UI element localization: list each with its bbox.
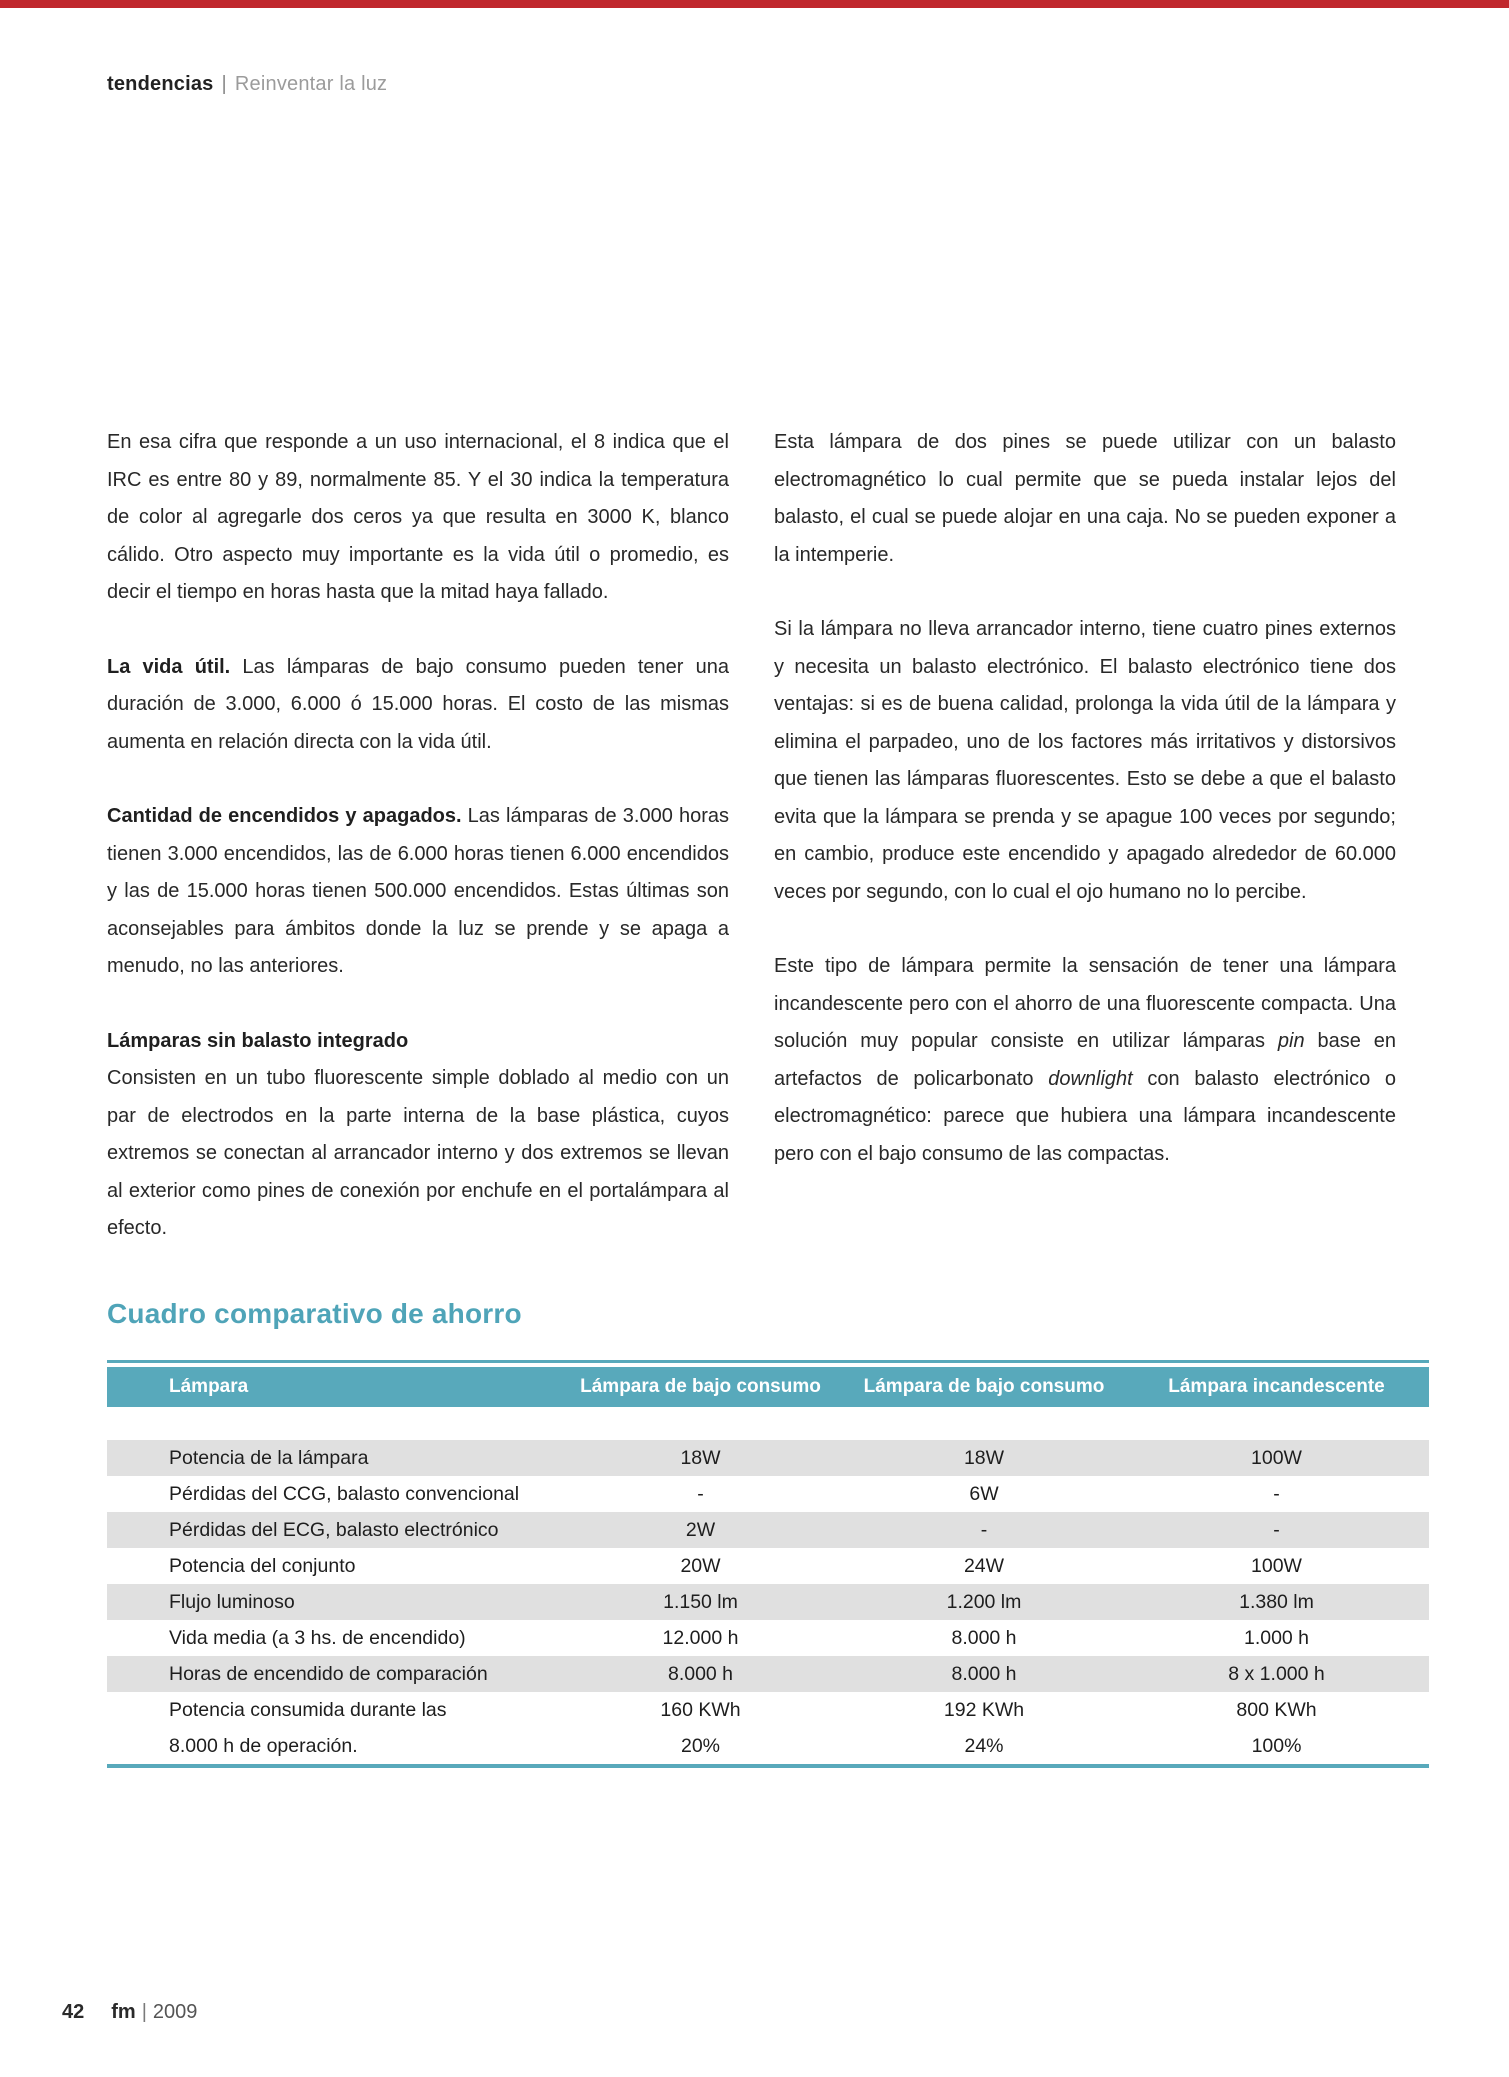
row-label: Vida media (a 3 hs. de encendido) [169,1626,466,1649]
paragraph-text: con balasto electrónico o electromagnético: parece que hubiera una lámpara incandescente pero con el bajo consumo de las compactas. [774,1067,1397,1165]
header-cell-bajo-consumo-1: Lámpara de bajo consumo [580,1376,821,1397]
top-red-bar [0,0,1509,8]
row-value: 1.380 lm [1239,1590,1314,1613]
paragraph-irc: En esa cifra que responde a un uso internacional, el 8 indica que el IRC es entre 80 y 89, normalmente 85. Y el 30 indica la temperatura de color al agregarle dos ceros ya que resulta en 3000 K, blanco cálido. Otro aspecto muy importante es la vida útil o promedio, es decir el tiempo en horas hasta que la mitad haya fallado. [107,431,729,603]
table-body [107,1440,1429,1764]
row-value: 20% [680,1734,721,1757]
header-cell-lampara: Lámpara [169,1376,249,1397]
header-cell-bajo-consumo-2: Lámpara de bajo consumo [863,1376,1105,1397]
table-title: Cuadro comparativo de ahorro [107,1298,522,1329]
row-value: 1.000 h [1243,1626,1310,1649]
paragraph-dos-pines: Esta lámpara de dos pines se puede utilizar con un balasto electromagnético lo cual permite que se pueda instalar lejos del balasto, el cual se puede alojar en una caja. No se pueden exponer a la intemperie. [774,431,1396,566]
section-label: tendencias [107,73,214,95]
header-cell-incandescente: Lámpara incandescente [1168,1376,1385,1397]
row-label: Flujo luminoso [169,1590,295,1613]
paragraph-cuatro-pines: Si la lámpara no lleva arrancador interno, tiene cuatro pines externos y necesita un balasto electrónico. El balasto electrónico tiene dos ventajas: si es de buena calidad, prolonga la vida útil de la lámpara y elimina el parpadeo, uno de los factores más irritativos y distorsivos que tienen las lámparas fluorescentes. Esto se debe a que el balasto evita que la lámpara se prenda y se apague 100 veces por segundo; en cambio, produce este encendido y apagado alrededor de 60.000 veces por segundo, con lo cual el ojo humano no lo percibe. [774,618,1396,903]
row-value: 1.200 lm [946,1590,1022,1613]
paragraph-lead: La vida útil. [107,655,231,678]
row-value: 24W [963,1554,1005,1577]
table-row [107,1440,1429,1476]
row-value: 20W [680,1554,721,1577]
paragraph-vida-util [107,649,729,762]
table-header-row [107,1367,1429,1407]
table-row [107,1512,1429,1548]
table-row [107,1656,1429,1692]
page-number: 42 [62,2001,85,2023]
row-label: Potencia de la lámpara [169,1446,369,1469]
row-label: Pérdidas del ECG, balasto electrónico [169,1518,499,1541]
row-value: 8.000 h [951,1626,1017,1649]
row-label: Horas de encendido de comparación [169,1662,488,1685]
table-row [107,1620,1429,1656]
table-row [107,1584,1429,1620]
paragraph-tubo-fluorescente: Consisten en un tubo fluorescente simple doblado al medio con un par de electrodos en la parte interna de la base plástica, cuyos extremos se conectan al arrancador interno y dos extremos se llevan al exterior como pines de conexión por enchufe en el portalámpara al efecto. [107,1067,729,1239]
table-row [107,1728,1429,1764]
table-row [107,1476,1429,1512]
row-label: Potencia consumida durante las [169,1698,447,1721]
table-bottom-rule [107,1764,1429,1768]
row-value: 18W [680,1446,721,1469]
row-value: 8.000 h [951,1662,1017,1685]
row-value: 100W [1251,1446,1302,1469]
row-value: 192 KWh [943,1698,1025,1721]
row-value: - [1273,1482,1280,1505]
row-value: 2W [685,1518,716,1541]
row-value: 18W [963,1446,1005,1469]
right-column [774,424,1396,1173]
magazine-name: fm [111,2001,136,2023]
paragraph-text: base en artefactos de policarbonato [774,1030,1396,1090]
paragraph-text: Las lámparas de bajo consumo pueden tener una duración de 3.000, 6.000 ó 15.000 horas. El costo de las mismas aumenta en relación directa con la vida útil. [107,655,729,753]
left-column [107,424,729,1248]
table-row [107,1548,1429,1584]
paragraph-lead: Cantidad de encendidos y apagados. [107,805,462,827]
paragraph-text: Este tipo de lámpara permite la sensación de tener una lámpara incandescente pero con el ahorro de una fluorescente compacta. Una solución muy popular consiste en utilizar lámparas [774,955,1396,1052]
row-value: - [980,1518,988,1541]
row-value: 800 KWh [1236,1698,1317,1721]
row-value: 1.150 lm [663,1590,738,1613]
header-separator: | [221,73,227,95]
row-value: 24% [964,1734,1004,1757]
article-title: Reinventar la luz [234,73,388,95]
row-label: Pérdidas del CCG, balasto convencional [169,1482,520,1505]
row-value: 12.000 h [662,1626,739,1649]
row-label: 8.000 h de operación. [169,1734,358,1757]
row-value: - [697,1482,704,1505]
paragraph-encendidos [107,798,729,986]
page-header [107,73,387,96]
italic-term: pin [1277,1030,1305,1052]
comparison-table [107,1360,1429,1768]
paragraph-text: Las lámparas de 3.000 horas tienen 3.000 encendidos, las de 6.000 horas tienen 6.000 encendidos y las de 15.000 horas tienen 500.000 encendidos. Estas últimas son aconsejables para ámbitos donde la luz se prende y se apaga a menudo, no las anteriores. [107,805,730,977]
row-label: Potencia del conjunto [169,1554,356,1577]
row-value: - [1273,1518,1280,1541]
row-value: 6W [969,1482,999,1505]
footer-year: 2009 [152,2001,198,2023]
row-value: 100W [1251,1554,1302,1577]
subheading-sin-balasto: Lámparas sin balasto integrado [107,1029,409,1052]
italic-term: downlight [1048,1067,1133,1090]
row-value: 160 KWh [660,1698,741,1721]
table-row [107,1692,1429,1728]
row-value: 8 x 1.000 h [1228,1662,1325,1685]
row-value: 8.000 h [667,1662,734,1685]
page-footer [62,2001,197,2024]
footer-separator: | [141,2001,147,2023]
row-value: 100% [1251,1734,1302,1757]
paragraph-sensacion [774,948,1396,1173]
